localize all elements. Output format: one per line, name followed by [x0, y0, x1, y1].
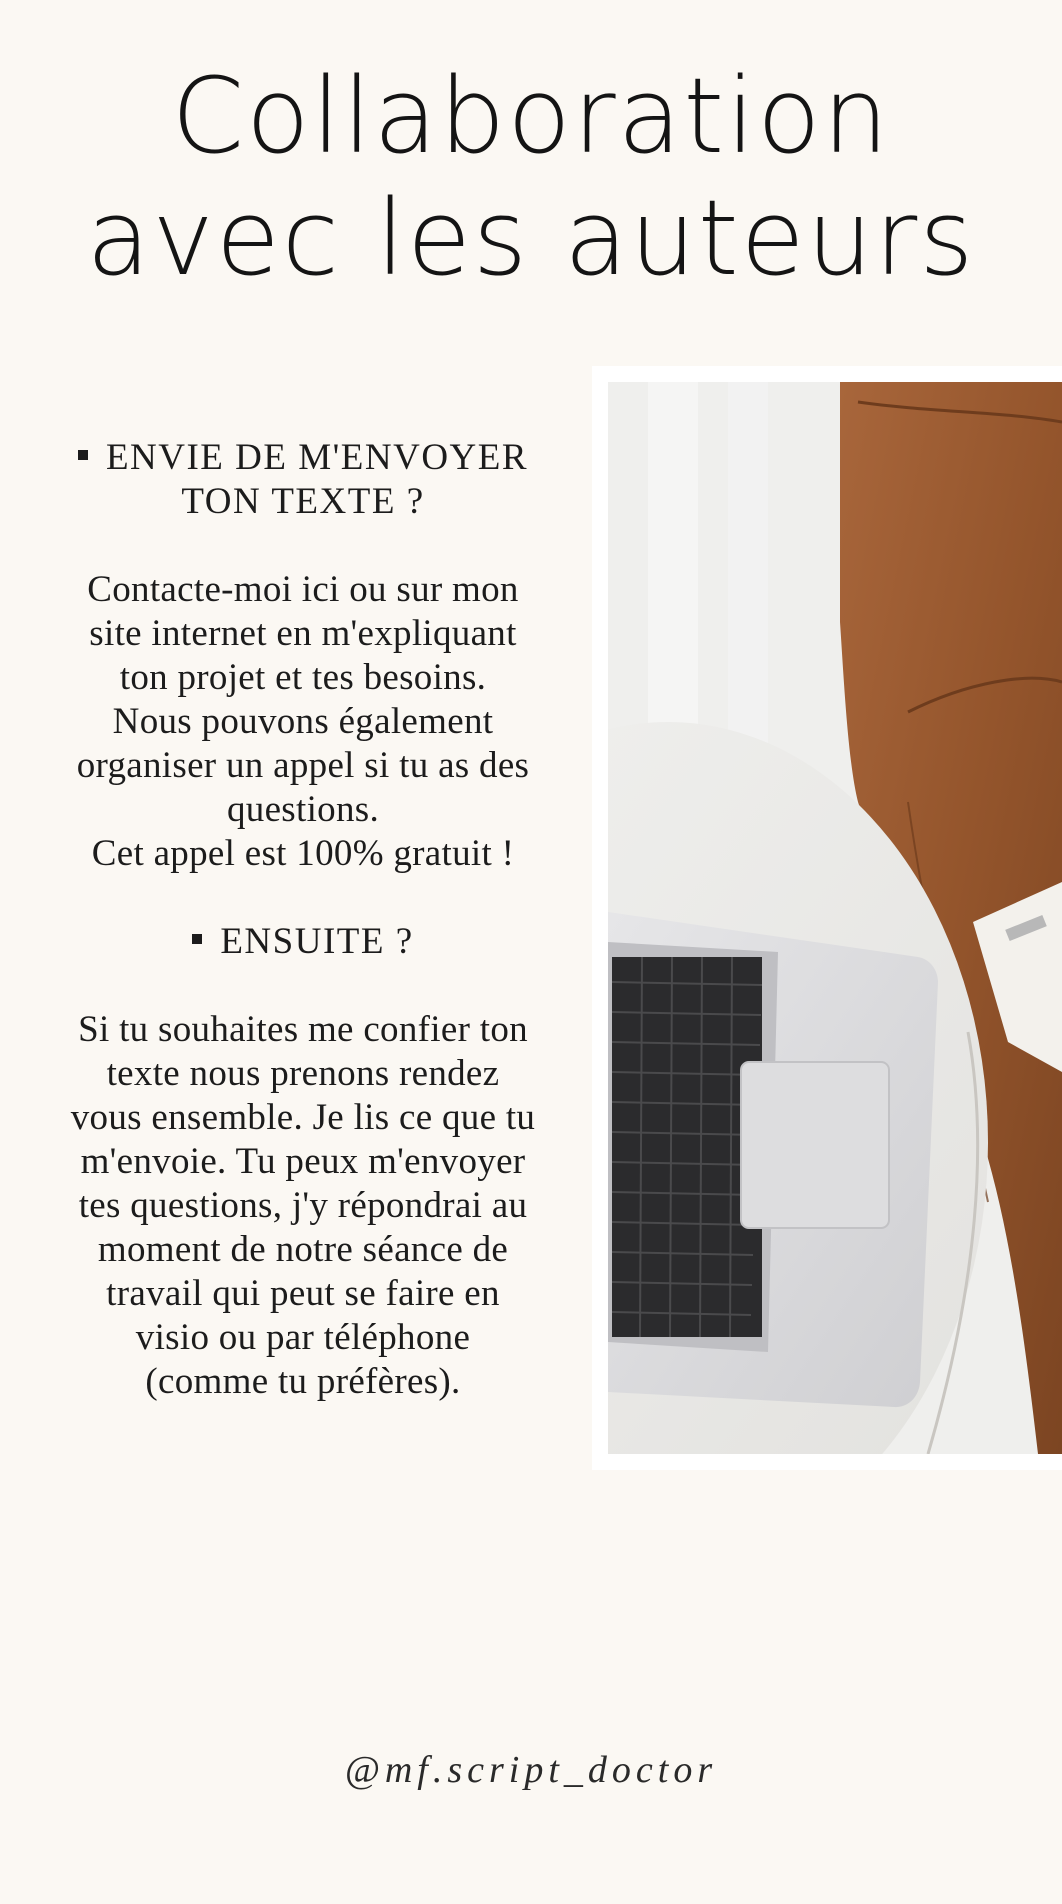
keyboard — [612, 957, 762, 1337]
laptop-photo-illustration — [608, 382, 1062, 1454]
section-2-line: tes questions, j'y répondrai au — [78, 1185, 528, 1226]
section-1-line: Cet appel est 100% gratuit ! — [91, 833, 515, 874]
section-2-line: Si tu souhaites me confier ton — [78, 1009, 528, 1050]
section-2-line: moment de notre séance de — [97, 1229, 509, 1270]
section-1-line: Contacte-moi ici ou sur mon — [87, 569, 519, 610]
bullet-icon — [78, 450, 88, 460]
section-1-heading-line-1: ENVIE DE M'ENVOYER — [105, 437, 529, 478]
trackpad — [741, 1062, 889, 1228]
section-1-body — [8, 568, 598, 876]
section-2-heading — [8, 920, 598, 964]
section-1-line: site internet en m'expliquant — [89, 613, 517, 654]
laptop-photo — [608, 382, 1062, 1454]
section-2-line: travail qui peut se faire en — [106, 1273, 500, 1314]
section-2-line: vous ensemble. Je lis ce que tu — [70, 1097, 536, 1138]
section-2-line: m'envoie. Tu peux m'envoyer — [80, 1141, 526, 1182]
section-2-line: (comme tu préfères). — [145, 1361, 461, 1402]
bullet-icon — [192, 934, 202, 944]
title-line-2: avec les auteurs — [86, 177, 976, 299]
section-1-line: organiser un appel si tu as des — [76, 745, 530, 786]
page-title — [0, 55, 1062, 299]
section-2-line: visio ou par téléphone — [135, 1317, 471, 1358]
section-1-heading-line-2: TON TEXTE ? — [181, 481, 425, 522]
photo-frame — [592, 366, 1062, 1470]
section-1-line: questions. — [226, 789, 380, 830]
social-handle: @mf.script_doctor — [344, 1749, 718, 1791]
section-1-line: ton projet et tes besoins. — [119, 657, 487, 698]
section-2-body — [8, 1008, 598, 1404]
section-1-heading — [8, 436, 598, 524]
title-line-1: Collaboration — [171, 55, 891, 177]
section-2-line: texte nous prenons rendez — [106, 1053, 500, 1094]
text-column — [8, 436, 598, 1448]
section-1-line: Nous pouvons également — [112, 701, 494, 742]
section-2-heading-text: ENSUITE ? — [220, 921, 414, 962]
